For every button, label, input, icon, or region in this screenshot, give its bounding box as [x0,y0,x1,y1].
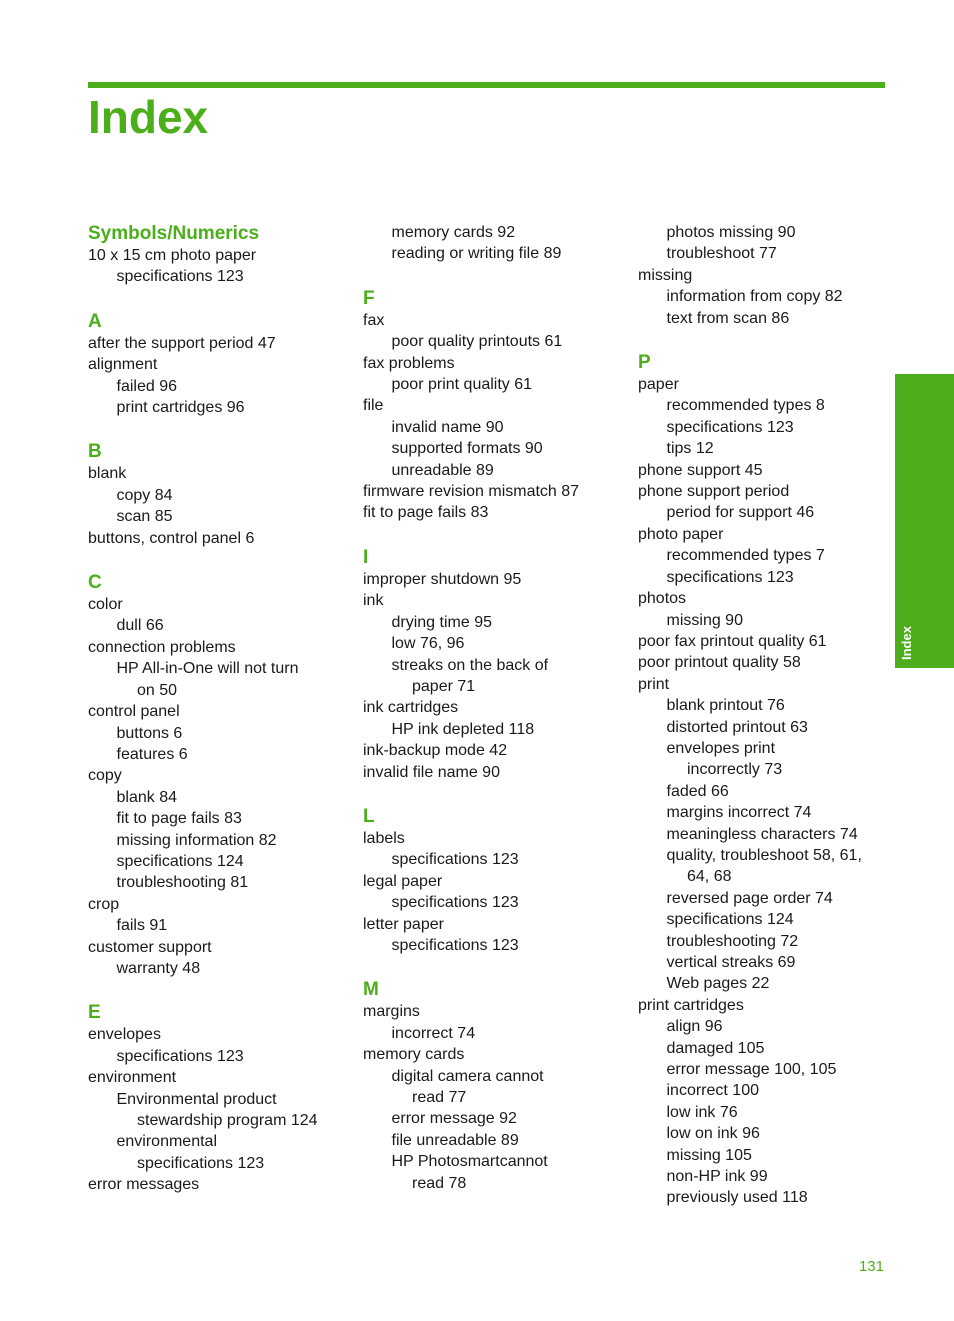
index-entry: blank printout 76 [666,697,785,715]
section-heading: E [88,1002,101,1024]
index-entry: control panel [88,703,180,721]
index-entry: blank [88,465,127,483]
index-section [638,351,888,1209]
index-entry: recommended types 8 [666,397,825,415]
index-entry: troubleshoot 77 [666,245,777,263]
index-section [363,978,625,1194]
index-entry: ink [363,592,384,610]
index-section [363,805,625,956]
index-entry: error messages [88,1176,200,1194]
index-entry: HP ink depleted 118 [391,720,535,738]
index-entry: envelopes [88,1026,161,1044]
index-entry: reversed page order 74 [666,889,833,907]
index-entry: specifications 124 [116,852,244,870]
index-entry: ink cartridges [363,699,459,717]
index-entry: poor fax printout quality 61 [638,632,827,650]
index-entry: reading or writing file 89 [391,245,562,263]
index-entry: improper shutdown 95 [363,570,522,588]
index-entry: streaks on the back of [391,656,549,674]
index-entry: specifications 123 [116,268,244,286]
section-heading: P [638,352,651,374]
index-entry: color [88,596,123,614]
page-title: Index [88,91,209,143]
index-entry: copy 84 [116,486,173,504]
index-column-1 [88,222,350,1218]
section-heading: M [363,979,379,1001]
header-rule [88,82,885,88]
index-entry: error message 100, 105 [666,1061,837,1079]
index-column-2 [363,222,625,1216]
index-entry: specifications 123 [391,894,519,912]
index-entry: unreadable 89 [391,461,494,479]
index-entry: photo paper [638,525,724,543]
index-entry: faded 66 [666,782,729,800]
index-entry: letter paper [363,915,444,933]
index-entry: supported formats 90 [391,440,543,458]
index-entry: warranty 48 [116,959,201,977]
index-entry: text from scan 86 [666,309,790,327]
index-entry: features 6 [116,745,188,763]
index-entry: tips 12 [666,440,714,458]
index-entry: print [638,675,670,693]
index-entry: distorted printout 63 [666,718,808,736]
index-entry: troubleshooting 72 [666,932,799,950]
index-entry: margins [363,1003,420,1021]
index-entry: on 50 [137,681,178,699]
section-heading: Symbols/Numerics [88,223,260,244]
index-entry: crop [88,895,120,913]
index-entry: copy [88,767,122,785]
index-entry: print cartridges 96 [116,399,245,417]
index-entry: dull 66 [116,617,164,635]
index-entry: poor print quality 61 [391,376,533,394]
side-tab-label: Index [899,626,914,660]
index-entry: memory cards [363,1046,465,1064]
index-entry: vertical streaks 69 [666,954,796,971]
index-entry: environmental [116,1133,217,1151]
index-entry: missing 105 [666,1146,752,1164]
index-entry: fails 91 [116,917,168,935]
index-section [88,571,350,979]
index-section [363,546,625,783]
index-entry: fit to page fails 83 [116,810,242,828]
index-section [88,440,350,549]
index-entry: labels [363,829,405,847]
index-entry: previously used 118 [666,1189,808,1207]
index-entry: specifications 123 [116,1047,244,1065]
index-entry: HP All-in-One will not turn [116,660,299,678]
index-entry: poor quality printouts 61 [391,333,563,351]
index-entry: quality, troubleshoot 58, 61, [666,846,862,864]
index-entry: phone support period [638,483,790,501]
index-entry: poor printout quality 58 [638,654,801,672]
index-entry: specifications 123 [391,936,519,954]
index-entry: blank 84 [116,788,177,806]
index-entry: fax [363,311,385,329]
index-entry: specifications 124 [666,911,794,929]
index-entry: 10 x 15 cm photo paper [88,247,257,264]
index-entry: recommended types 7 [666,547,825,565]
index-entry: firmware revision mismatch 87 [363,483,580,501]
index-section [88,1001,350,1195]
section-heading: I [363,546,369,568]
index-entry: meaningless characters 74 [666,825,858,843]
section-heading: F [363,287,375,309]
index-entry: incorrect 100 [666,1082,759,1100]
index-entry: low 76, 96 [391,635,465,653]
index-entry: paper [638,376,679,394]
index-entry: customer support [88,938,212,956]
index-entry: scan 85 [116,508,173,526]
index-entry: photos missing 90 [666,224,796,241]
index-entry: 64, 68 [687,868,732,886]
index-section [88,310,350,419]
index-entry: margins incorrect 74 [666,804,812,822]
index-entry: failed 96 [116,377,177,395]
index-entry: read 78 [412,1174,467,1192]
index-entry: paper 71 [412,677,476,695]
index-entry: connection problems [88,638,236,656]
index-entry: file [363,397,384,415]
page-number: 131 [858,1258,884,1275]
index-entry: low ink 76 [666,1103,738,1121]
index-column-3 [638,222,888,1231]
index-entry: alignment [88,356,158,374]
index-entry: read 77 [412,1089,467,1106]
index-entry: fax problems [363,354,455,372]
index-entry: memory cards 92 [391,224,516,241]
index-entry: photos [638,590,687,608]
index-entry: non-HP ink 99 [666,1168,768,1186]
index-section [363,222,625,265]
index-entry: environment [88,1069,177,1087]
index-entry: specifications 123 [137,1154,265,1172]
index-section [363,287,625,524]
index-entry: error message 92 [391,1110,517,1128]
index-entry: align 96 [666,1018,723,1036]
index-entry: missing [638,266,693,284]
index-entry: missing 90 [666,611,743,629]
index-entry: legal paper [363,872,443,890]
index-entry: period for support 46 [666,504,815,522]
index-entry: incorrect 74 [391,1024,476,1042]
index-entry: phone support 45 [638,461,763,479]
index-entry: digital camera cannot [391,1067,544,1085]
index-entry: HP Photosmartcannot [391,1153,548,1171]
index-entry: invalid name 90 [391,418,504,436]
index-entry: damaged 105 [666,1039,765,1057]
index-entry: missing information 82 [116,831,277,849]
section-heading: A [88,310,102,332]
index-entry: fit to page fails 83 [363,504,489,522]
index-entry: envelopes print [666,739,776,757]
section-heading: L [363,805,375,827]
index-entry: specifications 123 [391,851,519,869]
index-entry: file unreadable 89 [391,1131,519,1149]
index-entry: specifications 123 [666,418,794,436]
index-entry: specifications 123 [666,568,794,586]
index-entry: incorrectly 73 [687,761,783,779]
index-entry: buttons, control panel 6 [88,529,255,547]
index-entry: invalid file name 90 [363,763,500,781]
index-entry: Web pages 22 [666,975,770,993]
index-entry: stewardship program 124 [137,1112,318,1129]
index-entry: information from copy 82 [666,288,843,306]
index-entry: buttons 6 [116,724,183,742]
index-entry: Environmental product [116,1090,277,1108]
index-entry: ink-backup mode 42 [363,742,508,760]
section-heading: C [88,572,102,594]
index-section [638,222,888,329]
index-entry: print cartridges [638,996,744,1014]
index-entry: low on ink 96 [666,1125,760,1143]
section-heading: B [88,441,102,463]
index-entry: troubleshooting 81 [116,874,249,892]
index-entry: after the support period 47 [88,334,276,352]
index-section [88,222,350,288]
index-entry: drying time 95 [391,613,492,631]
